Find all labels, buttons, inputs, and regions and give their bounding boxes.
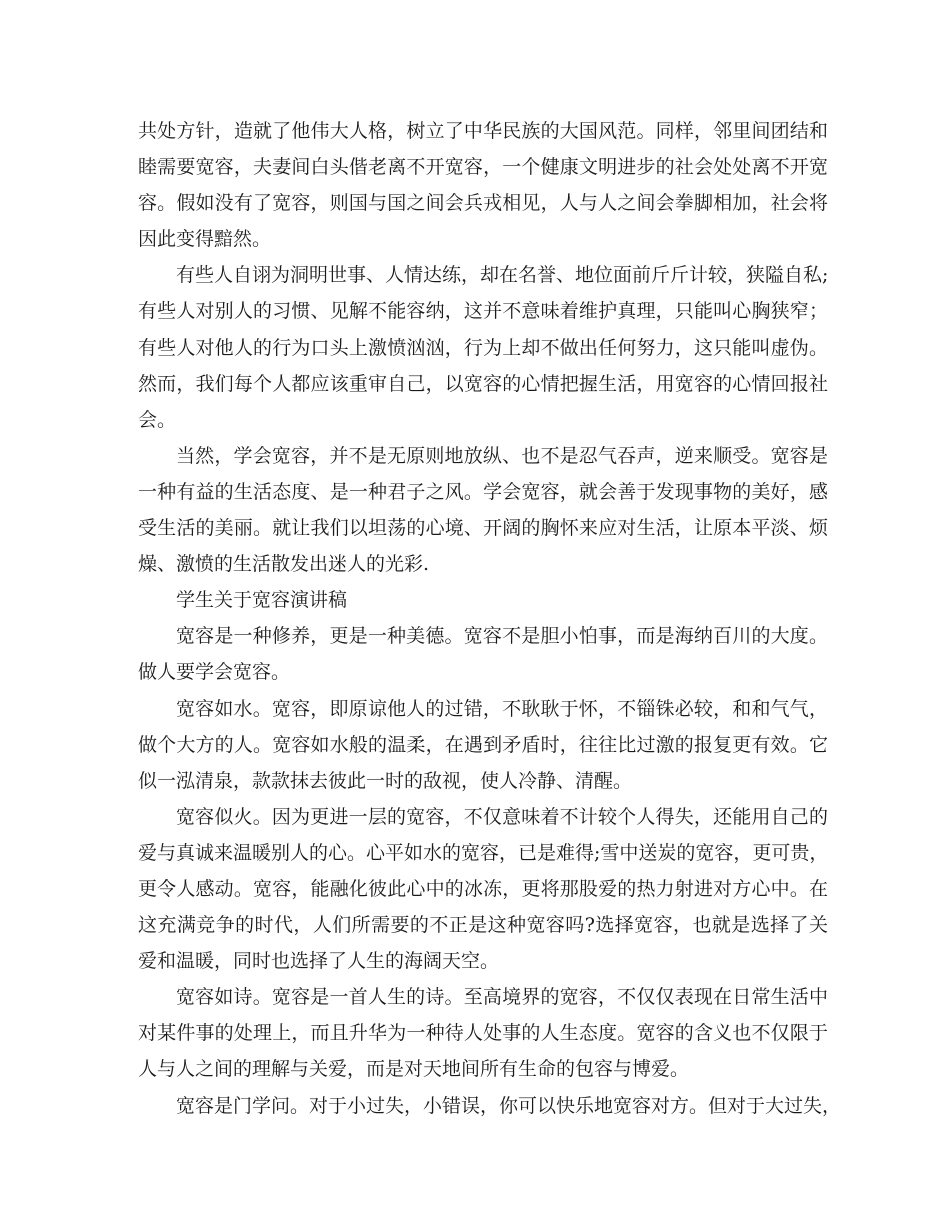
text-line: 当然，学会宽容，并不是无原则地放纵、也不是忍气吞声，逆来顺受。宽容是	[176, 444, 828, 467]
text-line: 宽容是一种修养，更是一种美德。宽容不是胆小怕事，而是海纳百川的大度。	[176, 625, 828, 648]
text-line: 宽容如水。宽容，即原谅他人的过错，不耿耿于怀，不锱铢必较，和和气气，	[176, 697, 828, 720]
text-line: 爱和温暖，同时也选择了人生的海阔天空。	[138, 950, 500, 973]
text-line: 有些人对别人的习惯、见解不能容纳，这并不意味着维护真理，只能叫心胸狭窄；	[138, 300, 828, 323]
text-line: 受生活的美丽。就让我们以坦荡的心境、开阔的胸怀来应对生活，让原本平淡、烦	[138, 517, 828, 540]
text-line: 宽容似火。因为更进一层的宽容，不仅意味着不计较个人得失，还能用自己的	[176, 805, 828, 828]
text-line: 人与人之间的理解与关爱，而是对天地间所有生命的包容与博爱。	[138, 1058, 690, 1081]
text-line: 做人要学会宽容。	[138, 661, 291, 684]
text-line: 这充满竞争的时代，人们所需要的不正是这种宽容吗?选择宽容，也就是选择了关	[138, 914, 828, 937]
text-line: 睦需要宽容，夫妻间白头偕老离不开宽容，一个健康文明进步的社会处处离不开宽	[138, 156, 828, 179]
text-line: 爱与真诚来温暖别人的心。心平如水的宽容，已是难得;雪中送炭的宽容，更可贵，	[138, 841, 829, 864]
text-line: 宽容是门学问。对于小过失，小错误，你可以快乐地宽容对方。但对于大过失，	[176, 1094, 842, 1117]
text-line: 一种有益的生活态度、是一种君子之风。学会宽容，就会善于发现事物的美好，感	[138, 480, 828, 503]
text-line: 有些人自诩为洞明世事、人情达练，却在名誉、地位面前斤斤计较，狭隘自私;	[176, 264, 829, 287]
section-heading: 学生关于宽容演讲稿	[176, 589, 348, 612]
text-line: 会。	[138, 408, 177, 431]
text-line: 因此变得黯然。	[138, 228, 272, 251]
document-body	[138, 113, 842, 1124]
text-line: 宽容如诗。宽容是一首人生的诗。至高境界的宽容，不仅仅表现在日常生活中	[176, 986, 828, 1009]
text-line: 容。假如没有了宽容，则国与国之间会兵戎相见，人与人之间会拳脚相加，社会将	[138, 192, 828, 215]
text-line: 燥、激愤的生活散发出迷人的光彩.	[138, 553, 430, 576]
text-line: 共处方针，造就了他伟大人格，树立了中华民族的大国风范。同样，邻里间团结和	[138, 120, 828, 142]
text-line: 更令人感动。宽容，能融化彼此心中的冰冻，更将那股爱的热力射进对方心中。在	[138, 877, 828, 900]
text-line: 做个大方的人。宽容如水般的温柔，在遇到矛盾时，往往比过激的报复更有效。它	[138, 733, 828, 756]
text-line: 对某件事的处理上，而且升华为一种待人处事的人生态度。宽容的含义也不仅限于	[138, 1022, 828, 1045]
text-line: 有些人对他人的行为口头上激愤汹汹，行为上却不做出任何努力，这只能叫虚伪。	[138, 336, 828, 359]
text-line: 似一泓清泉，款款抹去彼此一时的敌视，使人冷静、清醒。	[138, 769, 633, 792]
text-line: 然而，我们每个人都应该重审自己，以宽容的心情把握生活，用宽容的心情回报社	[138, 372, 828, 395]
